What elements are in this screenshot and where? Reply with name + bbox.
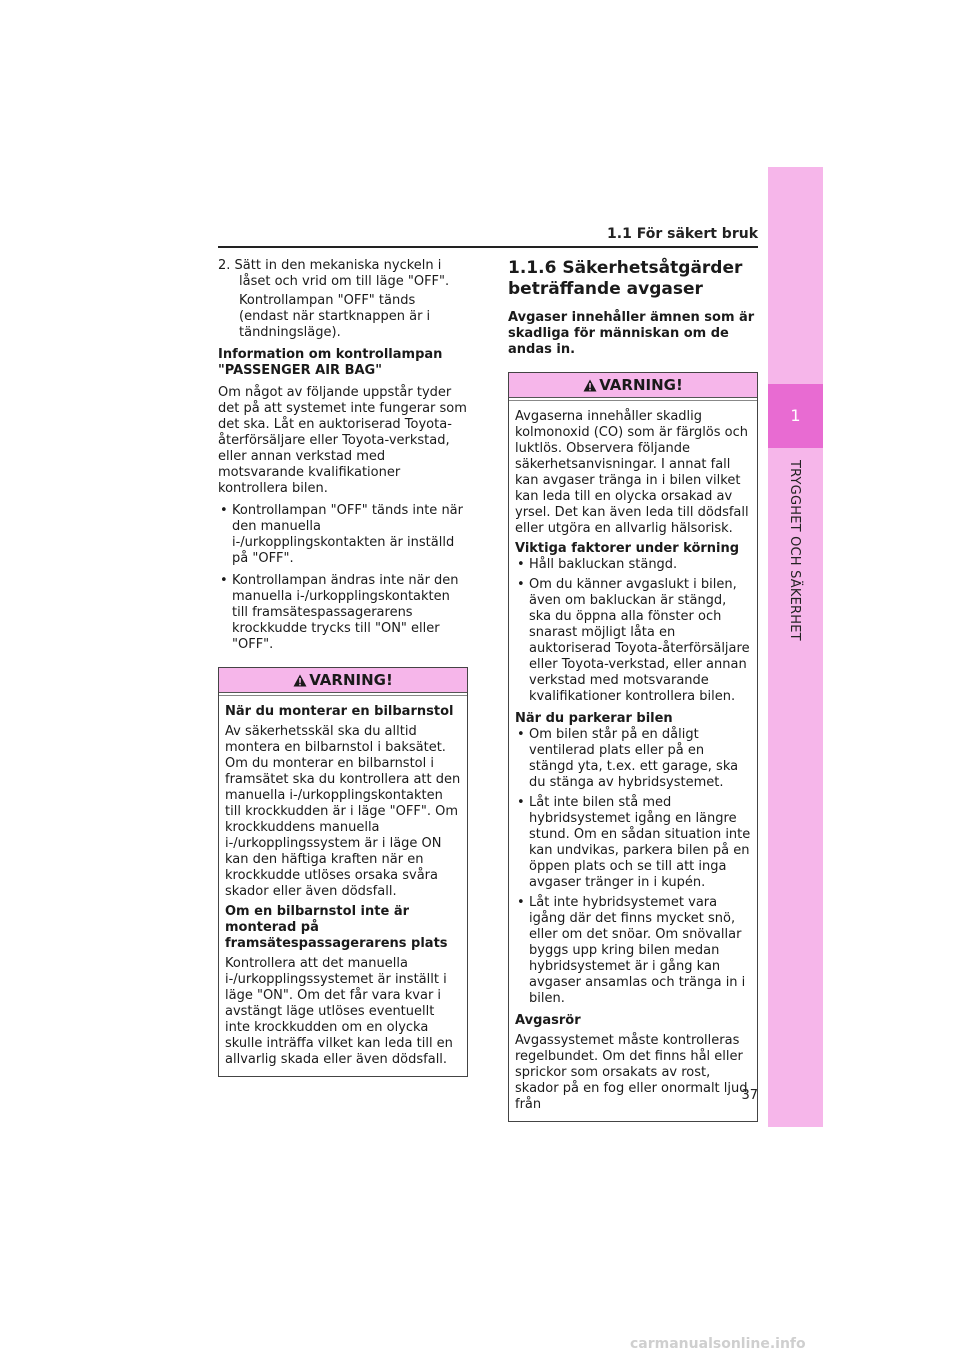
list-item: • Håll bakluckan stängd. — [515, 557, 751, 573]
right-column — [508, 258, 758, 1122]
warning-subheading: Viktiga faktorer under körning — [515, 541, 740, 556]
warning-title: VARNING! — [309, 671, 393, 689]
intro-text: Avgaser innehåller ämnen som är skadliga för människan om de andas in. — [508, 310, 755, 357]
list-item: • Låt inte bilen stå med hybridsystemet igång en längre stund. Om en sådan situation inte kan undvikas, parkera bilen på en öppen plats och se till att inga avgaser tränger in i kupén. — [515, 795, 751, 891]
info-heading: Information om kontrollampan "PASSENGER AIR BAG" — [218, 347, 443, 378]
list-item: • Kontrollampan ändras inte när den manuella i-/urkopplingskontakten till framsätespassagerarens krockkudde trycks till "ON" eller "OFF". — [218, 573, 468, 653]
warning-triangle-icon — [293, 674, 307, 687]
chapter-tab-label: TRYGGHET OCH SÄKERHET — [787, 460, 802, 641]
list-item: • Om du känner avgaslukt i bilen, även om bakluckan är stängd, ska du öppna alla fönster och snarast möjligt låta en auktoriserad Toyota-återförsäljare eller Toyota-verkstad, eller annan verkstad med motsvarande kvalifikationer kontrollera bilen. — [515, 577, 751, 705]
page-number: 37 — [741, 1088, 758, 1103]
warning-text: Kontrollera att det manuella i-/urkopplingssystemet är inställt i läge "ON". Om det får vara kvar i avstängt läge utlöses eventuellt inte krockkudden om en olycka skulle inträffa vilket kan leda till en allvarlig skada eller även dödsfall. — [225, 956, 453, 1067]
warning-subheading: När du parkerar bilen — [515, 711, 673, 726]
warning-box-exhaust — [508, 372, 758, 1122]
warning-bullets-driving — [515, 557, 751, 705]
chapter-tab-number: 1 — [768, 384, 823, 448]
chapter-tab — [768, 167, 823, 1127]
section-title — [508, 258, 758, 300]
info-bullets — [218, 503, 468, 653]
list-item: • Kontrollampan "OFF" tänds inte när den manuella i-/urkopplingskontakten är inställd på "OFF". — [218, 503, 468, 567]
step-2-note: Kontrollampan "OFF" tänds (endast när startknappen är i tändningsläge). — [239, 293, 431, 340]
info-text: Om något av följande uppstår tyder det på att systemet inte fungerar som det ska. Låt en auktoriserad Toyota-återförsäljare eller Toyota-verkstad, eller annan verkstad med motsvarande kvalifikationer kontrollera bilen. — [218, 385, 467, 496]
warning-bullets-parking — [515, 727, 751, 1007]
left-column — [218, 258, 468, 1077]
warning-body — [509, 400, 757, 1121]
watermark: carmanualsonline.info — [630, 1336, 806, 1352]
warning-text: Av säkerhetsskäl ska du alltid montera en bilbarnstol i baksätet. Om du monterar en bilbarnstol i framsätet ska du kontrollera att den manuella i-/urkopplingskontakten till krockkudden är i läge "OFF". Om krockkuddens manuella i-/urkopplingssystem är i läge ON kan den häftiga kraften när en krockkudde utlöses orsaka svåra skador eller även dödsfall. — [225, 724, 461, 899]
section-title-line-1: 1.1.6 Säkerhetsåtgärder — [508, 258, 743, 278]
warning-triangle-icon — [583, 379, 597, 392]
warning-text: Avgaserna innehåller skadlig kolmonoxid (CO) som är färglös och luktlös. Observera följande säkerhetsanvisningar. I annat fall kan avgaser tränga in i bilen vilket kan leda till en olycka orsakad av yrsel. Det kan även leda till dödsfall eller utgöra en allvarlig hälsorisk. — [515, 409, 749, 536]
warning-text: Avgassystemet måste kontrolleras regelbundet. Om det finns hål eller sprickor som orsakats av rost, skador på en fog eller onormalt ljud från — [515, 1033, 748, 1112]
warning-subheading: När du monterar en bilbarnstol — [225, 704, 454, 719]
warning-header — [219, 668, 467, 693]
section-title-line-2: beträffande avgaser — [508, 279, 703, 299]
warning-subheading: Avgasrör — [515, 1013, 581, 1028]
list-item: • Om bilen står på en dåligt ventilerad plats eller på en stängd yta, t.ex. ett garage, ska du stänga av hybridsystemet. — [515, 727, 751, 791]
warning-title: VARNING! — [599, 376, 683, 394]
section-header: 1.1 För säkert bruk — [607, 226, 758, 242]
warning-subheading: Om en bilbarnstol inte är monterad på framsätespassagerarens plats — [225, 904, 448, 951]
header-rule — [218, 246, 758, 248]
step-2: 2. Sätt in den mekaniska nyckeln i låset och vrid om till läge "OFF". — [218, 258, 450, 289]
warning-header — [509, 373, 757, 398]
warning-body — [219, 695, 467, 1076]
list-item: • Låt inte hybridsystemet vara igång där det finns mycket snö, eller om det snöar. Om snövallar byggs upp kring bilen medan hybridsystemet är i gång kan avgaser ansamlas och tränga in i bilen. — [515, 895, 751, 1007]
warning-box-child-seat — [218, 667, 468, 1077]
